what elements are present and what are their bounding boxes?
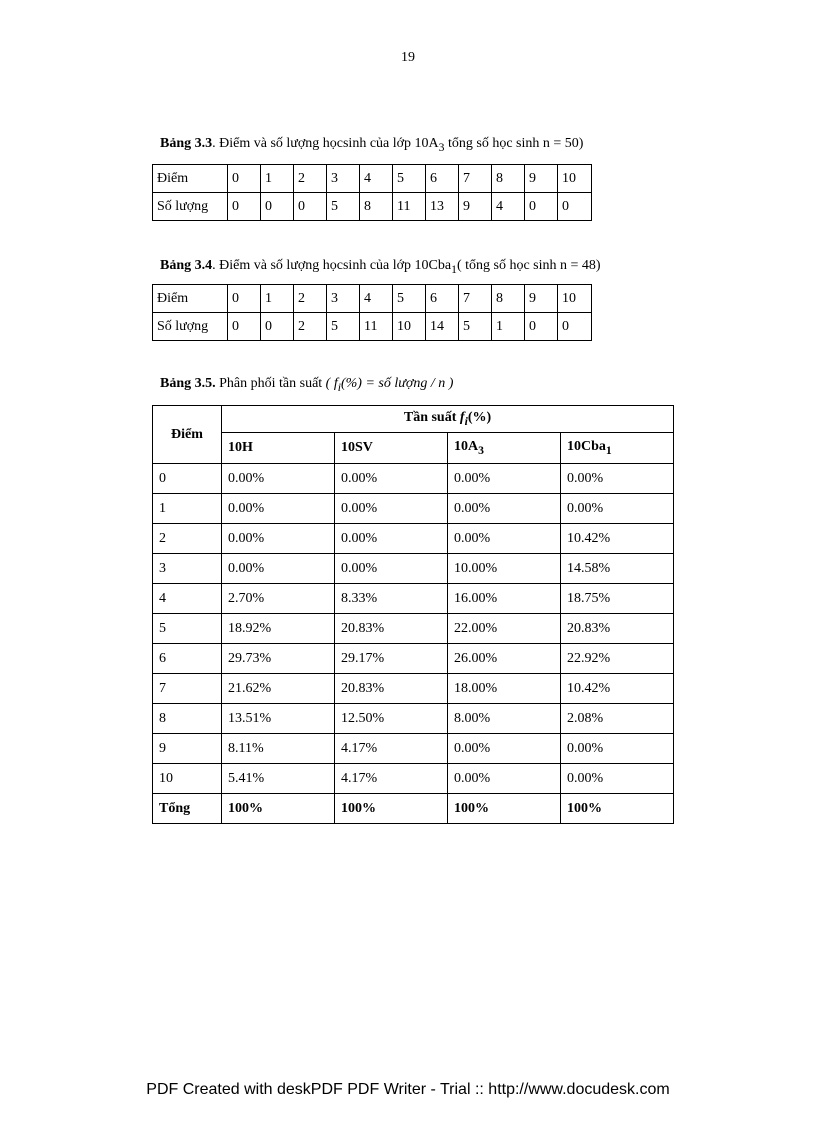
table-3-4: [152, 284, 592, 341]
count-cell: 14: [426, 313, 459, 341]
class-column-header: [561, 433, 674, 464]
frequency-cell: 0.00%: [561, 464, 674, 494]
frequency-cell: 8.33%: [335, 584, 448, 614]
formula-subscript: i: [337, 380, 341, 394]
score-cell: 5: [153, 614, 222, 644]
score-cell: 8: [492, 165, 525, 193]
count-cell: 4: [492, 193, 525, 221]
score-cell: 9: [153, 734, 222, 764]
count-cell: 0: [525, 193, 558, 221]
score-cell: 8: [492, 285, 525, 313]
group-header-text: Tần suất: [403, 410, 460, 426]
frequency-cell: 29.73%: [222, 644, 335, 674]
class-name: 10Cba: [567, 439, 606, 455]
score-cell: 0: [228, 285, 261, 313]
frequency-cell: 0.00%: [561, 734, 674, 764]
frequency-cell: 16.00%: [448, 584, 561, 614]
frequency-cell: 20.83%: [335, 614, 448, 644]
pdf-watermark-footer: PDF Created with deskPDF PDF Writer - Trial :: http://www.docudesk.com: [146, 1081, 670, 1098]
total-cell: 100%: [335, 794, 448, 824]
score-cell: 7: [459, 165, 492, 193]
score-cell: 4: [360, 285, 393, 313]
table-3-3-score-row: [153, 165, 592, 193]
frequency-cell: 0.00%: [448, 494, 561, 524]
score-cell: 1: [261, 165, 294, 193]
count-cell: 8: [360, 193, 393, 221]
total-label: Tổng: [153, 794, 222, 824]
table-3-4-caption: [160, 258, 601, 276]
frequency-cell: 10.42%: [561, 674, 674, 704]
table-3-4-caption-subscript: 1: [451, 262, 457, 276]
table-3-4-caption-text: . Điểm và số lượng họcsinh của lớp 10Cba: [212, 258, 452, 273]
score-cell: 2: [294, 165, 327, 193]
frequency-cell: 0.00%: [335, 524, 448, 554]
score-cell: 8: [153, 704, 222, 734]
frequency-table: [152, 405, 674, 824]
frequency-cell: 26.00%: [448, 644, 561, 674]
table-3-3-caption-subscript: 3: [438, 140, 445, 154]
group-header-f: f: [459, 410, 465, 426]
score-cell: 3: [153, 554, 222, 584]
score-cell: 10: [558, 165, 592, 193]
class-name: 10SV: [341, 440, 373, 455]
frequency-group-header: [222, 406, 674, 433]
class-name: 10H: [228, 440, 253, 455]
table-row: [153, 734, 674, 764]
count-cell: 0: [261, 313, 294, 341]
table-3-3-count-row: [153, 193, 592, 221]
score-cell: 0: [228, 165, 261, 193]
frequency-cell: 5.41%: [222, 764, 335, 794]
row-label-count: Số lượng: [153, 193, 228, 221]
frequency-cell: 20.83%: [335, 674, 448, 704]
table-row: [153, 614, 674, 644]
class-column-header: [335, 433, 448, 464]
table-row: [153, 584, 674, 614]
count-cell: 0: [525, 313, 558, 341]
count-cell: 11: [360, 313, 393, 341]
table-row: [153, 764, 674, 794]
score-cell: 10: [558, 285, 592, 313]
total-row: [153, 794, 674, 824]
total-cell: 100%: [448, 794, 561, 824]
group-header-percent: (%): [467, 410, 492, 426]
frequency-cell: 2.70%: [222, 584, 335, 614]
frequency-cell: 2.08%: [561, 704, 674, 734]
frequency-cell: 8.00%: [448, 704, 561, 734]
table-3-5-caption-text: Phân phối tần suất: [215, 376, 326, 391]
score-cell: 1: [261, 285, 294, 313]
frequency-cell: 0.00%: [561, 494, 674, 524]
count-cell: 13: [426, 193, 459, 221]
frequency-cell: 0.00%: [222, 464, 335, 494]
table-3-4-label: Bảng 3.4: [160, 258, 213, 273]
table-3-3-label: Bảng 3.3: [160, 136, 213, 151]
formula-part: ( f: [325, 376, 338, 391]
row-label-count: Số lượng: [153, 313, 228, 341]
frequency-cell: 18.00%: [448, 674, 561, 704]
frequency-cell: 0.00%: [335, 494, 448, 524]
score-cell: 4: [360, 165, 393, 193]
frequency-cell: 20.83%: [561, 614, 674, 644]
score-cell: 10: [153, 764, 222, 794]
count-cell: 2: [294, 313, 327, 341]
frequency-cell: 0.00%: [335, 464, 448, 494]
score-cell: 1: [153, 494, 222, 524]
score-cell: 7: [459, 285, 492, 313]
score-cell: 2: [294, 285, 327, 313]
table-3-3-caption: [160, 136, 583, 154]
count-cell: 5: [327, 313, 360, 341]
table-3-4-caption-text-end: ( tổng số học sinh n = 48): [456, 258, 601, 273]
frequency-cell: 0.00%: [222, 524, 335, 554]
score-cell: 9: [525, 285, 558, 313]
table-row: [153, 704, 674, 734]
total-cell: 100%: [222, 794, 335, 824]
class-name-subscript: 3: [478, 443, 484, 457]
score-cell: 4: [153, 584, 222, 614]
frequency-cell: 10.00%: [448, 554, 561, 584]
frequency-cell: 4.17%: [335, 734, 448, 764]
frequency-cell: 0.00%: [448, 734, 561, 764]
frequency-column-header-row: [153, 433, 674, 464]
score-column-header: Điểm: [153, 406, 222, 464]
score-cell: 0: [153, 464, 222, 494]
table-3-3-caption-text-end: tổng số học sinh n = 50): [444, 136, 584, 151]
count-cell: 5: [327, 193, 360, 221]
class-column-header: [222, 433, 335, 464]
count-cell: 10: [393, 313, 426, 341]
frequency-cell: 0.00%: [561, 764, 674, 794]
count-cell: 0: [228, 193, 261, 221]
score-cell: 9: [525, 165, 558, 193]
frequency-cell: 4.17%: [335, 764, 448, 794]
frequency-group-header-row: [153, 406, 674, 433]
formula-part-end: (%) = số lượng / n ): [340, 376, 454, 391]
frequency-cell: 22.00%: [448, 614, 561, 644]
count-cell: 0: [228, 313, 261, 341]
table-3-5-formula: [325, 376, 454, 394]
count-cell: 0: [261, 193, 294, 221]
table-row: [153, 644, 674, 674]
frequency-table-body: [153, 464, 674, 824]
frequency-cell: 0.00%: [222, 494, 335, 524]
table-row: [153, 464, 674, 494]
count-cell: 11: [393, 193, 426, 221]
frequency-cell: 10.42%: [561, 524, 674, 554]
total-cell: 100%: [561, 794, 674, 824]
table-row: [153, 494, 674, 524]
score-cell: 6: [153, 644, 222, 674]
table-3-5-label: Bảng 3.5.: [160, 376, 216, 391]
score-cell: 3: [327, 165, 360, 193]
frequency-cell: 29.17%: [335, 644, 448, 674]
class-name: 10A: [454, 439, 479, 455]
frequency-cell: 18.92%: [222, 614, 335, 644]
count-cell: 1: [492, 313, 525, 341]
group-header-subscript: i: [464, 414, 468, 428]
table-3-4-score-row: [153, 285, 592, 313]
score-cell: 2: [153, 524, 222, 554]
frequency-cell: 0.00%: [448, 464, 561, 494]
score-cell: 6: [426, 285, 459, 313]
count-cell: 5: [459, 313, 492, 341]
class-column-header: [448, 433, 561, 464]
frequency-cell: 8.11%: [222, 734, 335, 764]
table-3-5-caption: [160, 376, 453, 394]
row-label-score: Điểm: [153, 285, 228, 313]
score-cell: 3: [327, 285, 360, 313]
table-row: [153, 524, 674, 554]
score-cell: 5: [393, 285, 426, 313]
frequency-cell: 0.00%: [448, 524, 561, 554]
class-name-subscript: 1: [605, 443, 612, 457]
score-cell: 6: [426, 165, 459, 193]
count-cell: 0: [558, 193, 592, 221]
frequency-cell: 21.62%: [222, 674, 335, 704]
table-row: [153, 554, 674, 584]
frequency-cell: 14.58%: [561, 554, 674, 584]
page-number: 19: [401, 50, 415, 65]
count-cell: 9: [459, 193, 492, 221]
frequency-cell: 12.50%: [335, 704, 448, 734]
table-3-3-caption-text: . Điểm và số lượng họcsinh của lớp 10A: [212, 136, 439, 151]
frequency-cell: 13.51%: [222, 704, 335, 734]
row-label-score: Điểm: [153, 165, 228, 193]
score-cell: 7: [153, 674, 222, 704]
table-3-4-count-row: [153, 313, 592, 341]
table-3-3: [152, 164, 592, 221]
count-cell: 0: [294, 193, 327, 221]
frequency-cell: 22.92%: [561, 644, 674, 674]
score-cell: 5: [393, 165, 426, 193]
frequency-cell: 0.00%: [222, 554, 335, 584]
frequency-cell: 0.00%: [335, 554, 448, 584]
frequency-cell: 18.75%: [561, 584, 674, 614]
table-row: [153, 674, 674, 704]
count-cell: 0: [558, 313, 592, 341]
frequency-cell: 0.00%: [448, 764, 561, 794]
